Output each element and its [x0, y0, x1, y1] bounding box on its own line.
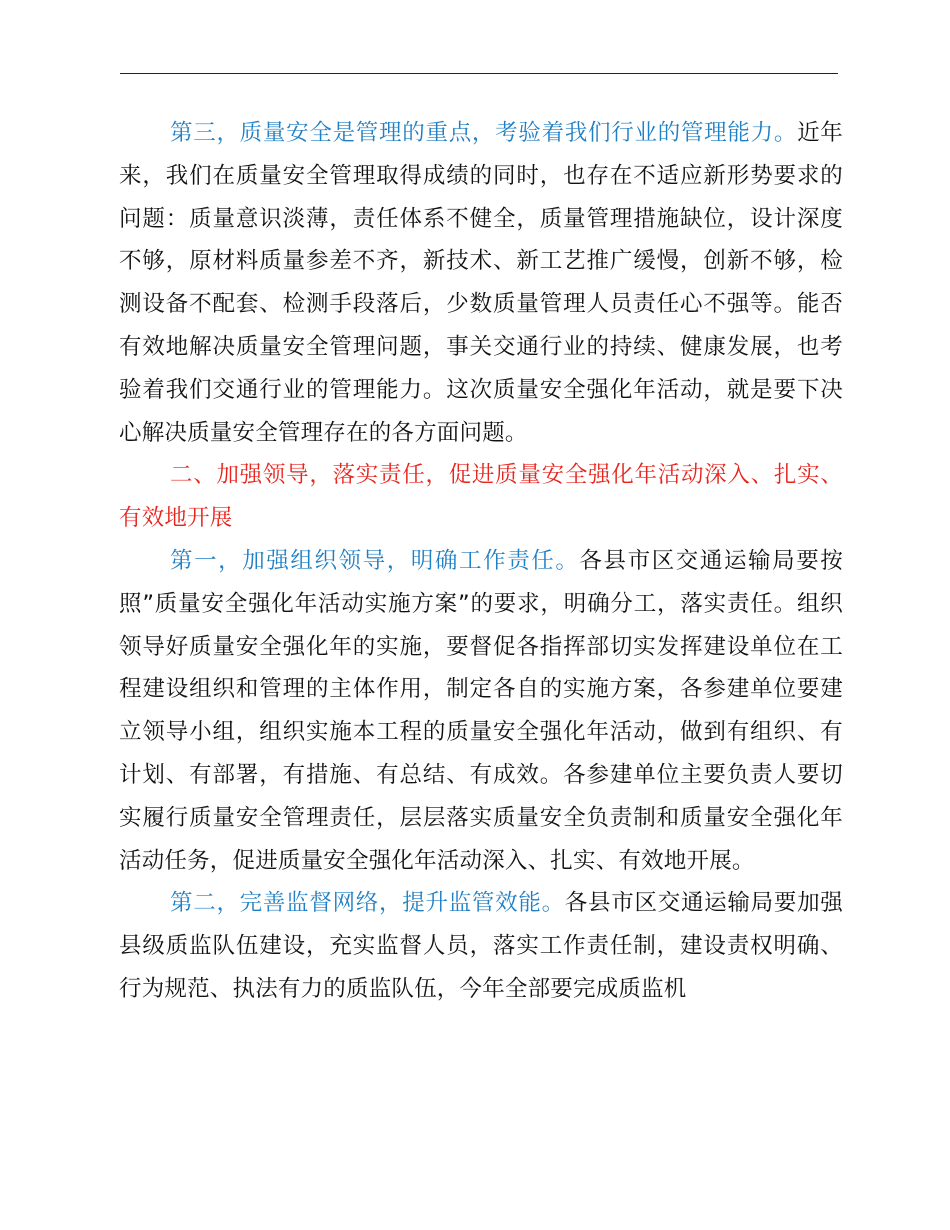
paragraph-second-point	[119, 882, 843, 1010]
paragraph-first-point	[119, 540, 843, 882]
paragraph-lead-third: 第三，质量安全是管理的重点，考验着我们行业的管理能力。	[170, 120, 798, 146]
paragraph-body-second: 各县市区交通运输局要加强县级质监队伍建设，充实监督人员，落实工作责任制，建设责权明确、行为规范、执法有力的质监队伍，今年全部要完成质监机	[119, 890, 843, 1002]
document-body	[119, 112, 843, 1011]
section-heading-two: 二、加强领导，落实责任，促进质量安全强化年活动深入、扎实、有效地开展	[119, 462, 843, 532]
header-rule	[120, 73, 838, 74]
paragraph-body-third: 近年来，我们在质量安全管理取得成绩的同时，也存在不适应新形势要求的问题：质量意识淡薄，责任体系不健全，质量管理措施缺位，设计深度不够，原材料质量参差不齐，新技术、新工艺推广缓慢，创新不够，检测设备不配套、检测手段落后，少数质量管理人员责任心不强等。能否有效地解决质量安全管理问题，事关交通行业的持续、健康发展，也考验着我们交通行业的管理能力。这次质量安全强化年活动，就是要下决心解决质量安全管理存在的各方面问题。	[119, 120, 844, 446]
paragraph-lead-first: 第一，加强组织领导，明确工作责任。	[170, 547, 580, 574]
paragraph-body-first: 各县市区交通运输局要按照”质量安全强化年活动实施方案”的要求，明确分工，落实责任。组织领导好质量安全强化年的实施，要督促各指挥部切实发挥建设单位在工程建设组织和管理的主体作用，制定各自的实施方案，各参建单位要建立领导小组，组织实施本工程的质量安全强化年活动，做到有组织、有计划、有部署，有措施、有总结、有成效。各参建单位主要负责人要切实履行质量安全管理责任，层层落实质量安全负责制和质量安全强化年活动任务，促进质量安全强化年活动深入、扎实、有效地开展。	[119, 547, 844, 874]
paragraph-lead-second: 第二，完善监督网络，提升监管效能。	[170, 890, 565, 917]
paragraph-third-point	[119, 112, 843, 454]
